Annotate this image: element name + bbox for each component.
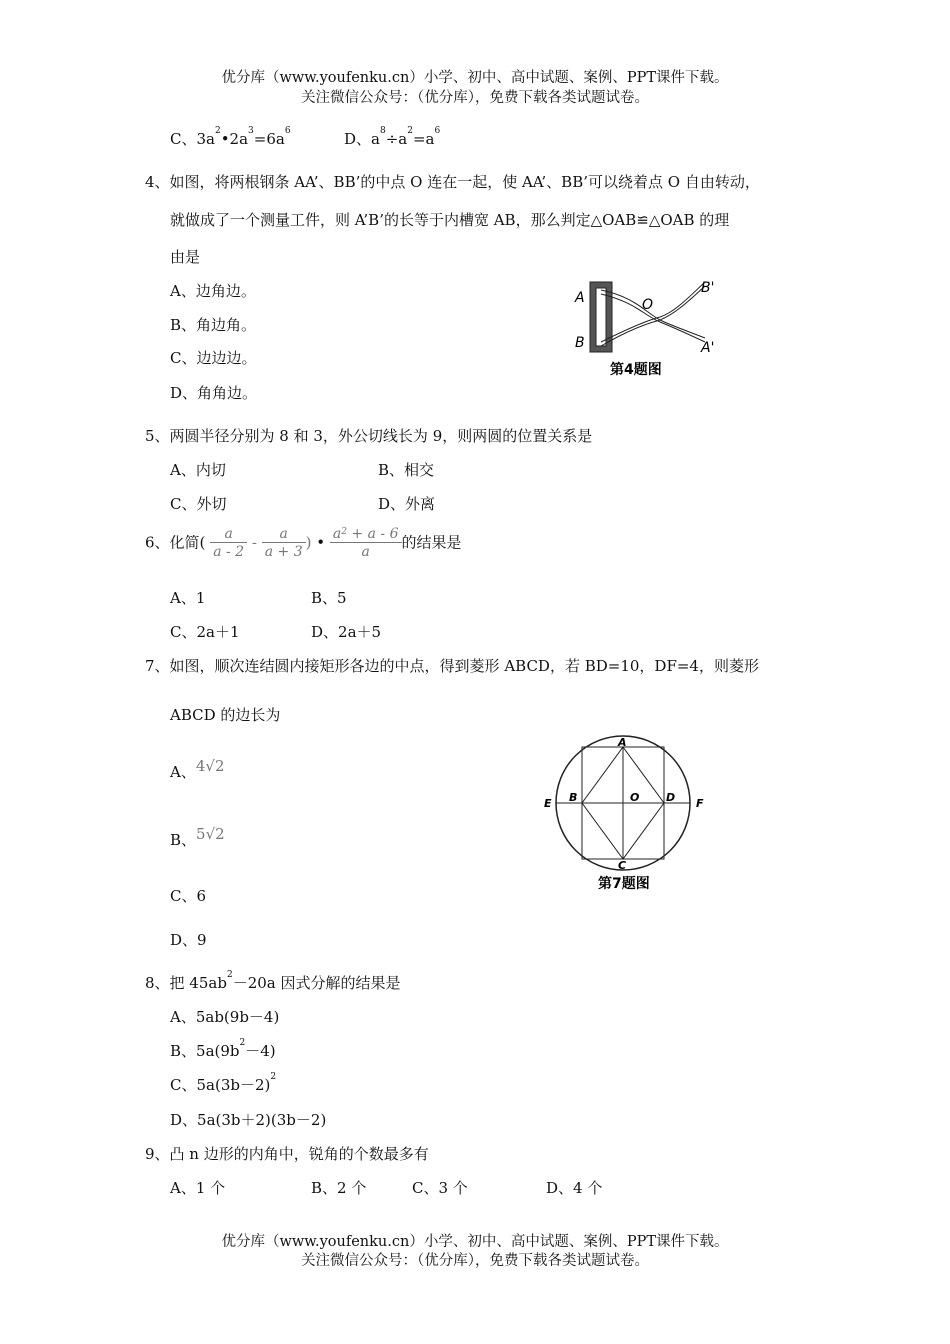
q4-stem-line-3: 由是 [170, 248, 201, 266]
label-d: D [666, 791, 676, 804]
q6-option-b: B、5 [311, 589, 347, 607]
q5-option-b: B、相交 [378, 461, 435, 479]
q8-stem: 8、把 $45ab^2-20a$ 因式分解的结果是 [145, 970, 401, 992]
q4-figure [565, 272, 725, 382]
q8-option-d: D、5a(3b＋2)(3b－2) [170, 1111, 327, 1129]
label-c: C [618, 859, 627, 872]
q5-option-c: C、外切 [170, 495, 227, 513]
q8-option-c: C、$5a(3b-2)^2$ [170, 1072, 277, 1094]
q7-option-b: B、5√2 [170, 825, 225, 849]
footer-line-1: 优分库（www.youfenku.cn）小学、初中、高中试题、案例、PPT课件下载。 [221, 1234, 729, 1250]
q4-stem-line-2: 就做成了一个测量工件，则 A’B’的长等于内槽宽 AB，那么判定△OAB≌△OAB 的理 [170, 211, 730, 229]
q7-option-d: D、9 [170, 931, 207, 949]
q6-option-d: D、2a＋5 [311, 623, 382, 641]
label-f: F [696, 797, 704, 810]
fraction-1: $\frac{a}{a - 2}$ [210, 526, 247, 561]
q7-figure [540, 735, 710, 895]
footer-line-2: 关注微信公众号：（优分库），免费下载各类试题试卷。 [301, 1253, 649, 1269]
label-o: O [630, 791, 640, 804]
q4-option-d: D、角角边。 [170, 384, 258, 402]
header-line-2: 关注微信公众号：（优分库），免费下载各类试题试卷。 [301, 90, 649, 106]
label-b-prime: B' [701, 280, 715, 296]
label-e: E [544, 797, 552, 810]
q4-option-c: C、边边边。 [170, 349, 257, 367]
label-a: A [575, 290, 585, 306]
label-b: B [569, 791, 578, 804]
q7-option-a: A、4√2 [170, 757, 225, 781]
q7-option-c: C、6 [170, 887, 207, 905]
q9-option-b: B、2 个 [311, 1179, 367, 1197]
q8-option-a: A、5ab(9b－4) [170, 1008, 280, 1026]
header-line-1: 优分库（www.youfenku.cn）小学、初中、高中试题、案例、PPT课件下载。 [221, 70, 729, 86]
label-b: B [575, 335, 585, 351]
q4-option-b: B、角边角。 [170, 316, 257, 334]
q3-option-c: C、$3a^2•2a^3=6a^6$ [170, 126, 291, 148]
q5-option-a: A、内切 [170, 461, 226, 479]
q7-stem-line-2: ABCD 的边长为 [170, 706, 281, 724]
q4-option-a: A、边角边。 [170, 282, 256, 300]
q7-stem-line-1: 7、如图，顺次连结圆内接矩形各边的中点，得到菱形 ABCD，若 BD=10，DF=4，则菱形 [145, 657, 759, 675]
q5-stem: 5、两圆半径分别为 8 和 3，外公切线长为 9，则两圆的位置关系是 [145, 427, 593, 445]
q9-stem: 9、凸 n 边形的内角中，锐角的个数最多有 [145, 1145, 429, 1163]
figure-caption: 第7题图 [598, 876, 650, 892]
q5-option-d: D、外离 [378, 495, 436, 513]
q9-option-d: D、4 个 [546, 1179, 603, 1197]
fraction-3: $\frac{a^2 + a - 6}{a}$ [330, 526, 402, 561]
q3-option-d: D、$a^8\div a^2=a^6$ [344, 126, 441, 148]
fraction-2: $\frac{a}{a + 3}$ [262, 526, 306, 561]
q6-stem: 6、化简( $\frac{a}{a - 2}$ - $\frac{a}{a + 3}$ ) • $\frac{a^2 + a - 6}{a}$ 的结果是 [145, 526, 462, 560]
q6-option-c: C、2a＋1 [170, 623, 240, 641]
label-o: O [642, 297, 654, 313]
groove-slot [596, 288, 606, 346]
label-a-prime: A' [701, 340, 715, 356]
q6-option-a: A、1 [170, 589, 206, 607]
q9-option-c: C、3 个 [412, 1179, 468, 1197]
q8-option-b: B、$5a(9b^2-4)$ [170, 1038, 276, 1060]
q9-option-a: A、1 个 [170, 1179, 226, 1197]
q4-stem-line-1: 4、如图，将两根钢条 AA’、BB’的中点 O 连在一起，使 AA’、BB’可以绕着点 O 自由转动， [145, 173, 760, 191]
figure-caption: 第4题图 [610, 362, 662, 378]
label-a: A [618, 736, 627, 749]
